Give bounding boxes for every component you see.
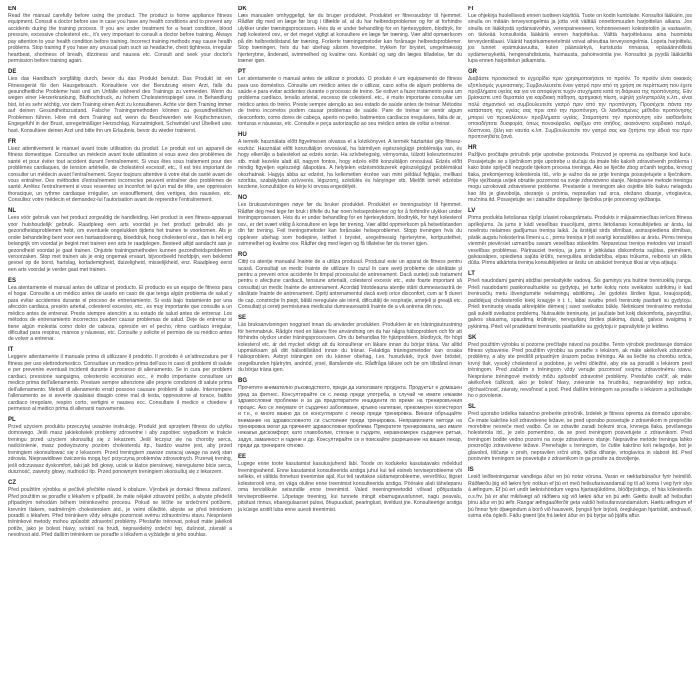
language-text: Citiți cu atenție manualul înainte de a utiliza produsul. Produsul este un aparat de fitness pentru acasă. Consultați un medic înainte de utilizare în cazul în care aveți probleme de sănătate și pentru a preveni orice accidente în timpul procesului de antrenament. Dacă sunteți sub tratament pentru o afecțiune cardiacă, tensiune arterială, colesterol excesiv etc., este foarte important să consultați un medic înainte de antrenament. Acordați întotdeauna atenție stării dumneavoastră de sănătate înainte de antrenament. Opriți antrenamentul dacă aveți orice disconfort, cum ar fi dureri de cap, constricție în piept, bătăi neregulate ale inimii, dificultăți de respirație, amețeli și greață etc. Consultați și cereți permisiunea medicului dumneavoastră înainte de a vă antrena din nou. — [238, 259, 462, 311]
language-text: Lue ohjekirja huolellisesti ennen tuotteen käyttöä. Tuote on kodin kuntolaite. Konsultoi lääkärin, jos sinulla on mitään terveysongelmia ja jotta voit välttää onnettomuuden harjoittelun aikana. Jos sinulla on lääkitystä sydänvaivoihin, verenpaineeseen, kohonneeseen kolesteroliin ja vastaaviin, on tärkeää konsultoida lääkäriä ennen harjoittelua. Välttä harjoittelussa aina huomiota terveydentilaasi. Väärät harjoitusmenetelmät voivat aiheuttaa terveysongelmia. Lopeta harjoittelu, jos tunnet epämukavuutta, kuten päänsärkyä, kuristusta rinnassa, epäsäännöllistä sydämensykettä, hengenahdistusta, huimausta, pahoinvointia jne. Konsultoi ja pyydä lääkäriltä lupa ennen harjoittelun jatkamista. — [468, 13, 692, 65]
language-code: NL — [8, 208, 16, 215]
language-code: LT — [468, 271, 475, 278]
column-2 — [235, 6, 465, 696]
language-block-is — [468, 467, 692, 519]
language-block-ee — [238, 454, 462, 513]
language-code: PT — [238, 69, 246, 76]
language-code: IT — [8, 347, 14, 354]
multilingual-warning-page — [5, 6, 695, 696]
language-code: PL — [8, 417, 16, 424]
language-code: IS — [468, 467, 474, 474]
language-code: HR — [468, 145, 477, 152]
language-block-lt — [468, 271, 692, 330]
language-code: BG — [238, 378, 247, 385]
language-block-fi — [468, 6, 692, 65]
language-code: RO — [238, 252, 247, 259]
language-code: FI — [468, 6, 474, 12]
language-code: NO — [238, 195, 247, 202]
language-text: Läs bruksanvisningen noggrant innan du använder produkten. Produkten är en träningsutrustning för hemmabruk. Rådgör med en läkare före användning om du har några hälsoproblem och för att förhindra olyckor under träningsprocessen. Om du behandlas för hjärtproblem, blodtryck, för högt kolesterol etc. är det mycket viktigt att du konsulterar en läkare innan du börjar träna. Var alltid uppmärksam på ditt hälsotillstånd innan du tränar. Felaktiga träningsmetoder kan orsaka hälsoproblem. Avbryt träningen om du känner obehag, t.ex. huvudvärk, tryck över bröstet, oregelbunden hjärtrytm, andnöd, yrsel, illamående etc. Rådfråga läkare och be om tillstånd innan du börjar träna igen. — [238, 322, 462, 374]
language-block-ro — [238, 252, 462, 311]
language-text: Læs manualen omhyggeligt, før du bruger produktet. Produktet er fitnessudstyr til hjemmet. Rådfør dig med en læge før brug i tilfælde af, at du har helbredsproblemer og for at forhindre ulykker under træningsprocessen. Hvis du er under behandling for en hjertesygdom, blodtryk, for højt kolesterol osv., er det meget vigtigt at konsultere en læge før træning. Vær altid opmærksom på din helbredstilstand før træning. Forkerte træningsmetoder kan forårsage helbredsproblemer. Stop træningen, hvis du har ubehag såsom hovedpine, trykken for brystet, uregelmæssig hjerterytme, åndenød, svimmelhed og kvalme osv. Kontakt og søg din læges tilladelse, før du træner igen. — [238, 13, 462, 65]
language-block-fr — [8, 139, 232, 204]
language-code: EN — [8, 6, 17, 12]
language-text: Pred použitím výrobku si pozorne prečítajte návod na použitie. Tento výrobok predstavuje domáce fitness vybavenie. Pred použitím výrobku sa poraďte s lekárom, ak máte akékoľvek zdravotné problémy, a aby ste predišli prípadným úrazom počas tréningu. Ak sa liečite na chorobu srdca, krvný tlak, vysoký cholesterol a podobne, je veľmi dôležité, aby ste sa poradili s lekárom pred tréningom. Pred začatím s tréningom vždy venujte pozornosť svojmu zdravotnému stavu. Nesprávne tréningové metódy môžu spôsobiť zdravotné problémy. Prestaňte cvičiť, ak máte akékoľvek ťažkosti, ako je bolesť hlavy, zvieranie na hrudníku, nepravidelný tep srdca, dýchavičnosť, závraty, nevoľnosť a pod. Pred ďalším tréningom sa poraďte s lekárom a požiadajte ho o povolenie. — [468, 341, 692, 400]
language-text: Les bruksanvisningen nøye før du bruker produktet. Produktet er treningsutstyr til hjemmet. Rådfør deg med lege før bruk i tilfelle du har noen helseproblemer og for å forhindre ulykker under treningsprosessen. Hvis du er under behandling for en hjertesykdom, blodtrykk, for høyt kolesterol osv., er det svært viktig å konsultere en lege før trening. Vær alltid oppmerksom på helsetilstanden din før trening. Feil treningsmetoder kan forårsake helseproblemer. Stopp treningen hvis du opplever ubehag som hodepine, tetthet i brystet, uregelmessig hjerterytme, kortpustethet, svimmelhet og kvalme osv. Rådfør deg med legen og få tillatelse før du trener igjen. — [238, 202, 462, 248]
language-text: Ler atentamente o manual antes de utilizar o produto. O produto é um equipamento de fitness para uso doméstico. Consulte um médico antes de o utilizar, caso sofra de algum problema de saúde e para evitar acidentes durante o processo de treino. Se estiver a fazer tratamento para um problema cardíaco, tensão arterial, excesso de colesterol, etc., é muito importante consultar um médico antes do treino. Preste sempre atenção ao seu estado de saúde antes de treinar. Métodos de treino incorretos podem causar problemas de saúde. Pare de treinar se sentir algum desconforto, como dores de cabeça, aperto no peito, batimentos cardíacos irregulares, falta de ar, tonturas e náuseas, etc. Consulte e peça autorização ao seu médico antes de voltar a treinar. — [238, 76, 462, 128]
language-block-de — [8, 69, 232, 134]
language-text: Lugege enne toote kasutamist kasutusjuhend läbi. Toode on kodukeks kasutatavaks mõeldud treeningvahend. Enne kasutamist konsulteerida arstiga juhul kui teil esineb terviseprobleeme või selleks, et vältida õnnetusi treenimise ajal. Kui teil ravitakse südameprobleeme, vererõhku, liigset kolesterooli vms, on väga oluline enne treenimist konsulteerida arstiga. Pöörake alati tähelepanu oma tervislikule seisundile enne treenimist. Valed treeningmeetodid võivad põhjustada terviseprobleeme. Lõpetage treening, kui tunnete mingit ebamugavustunnet, nagu peavalu, pitsitust rinnus, ebaregulaarset pulssi, õhupuudust, pearinglust, iiveldust jne. Konsulteerige arstiga ja küsige arstilt luba enne uuesti treenimist. — [238, 461, 462, 513]
language-text: A termék használata előtt figyelmesen olvassa el a kézikönyvet. A termék háztartási gép fitnesz-eszköz. Használat előtt konzultáljon orvosával, ha bármilyen egészségügyi problémája van, és hogy elkerülje a balesteket az edzés során. Ha szívbetegség, vérnyomás, túlzott koleszterinszint stb. miatt kezelés alatt áll, nagyon fontos, hogy edzés előtt konzultáljon orvosával. Edzés előtt mindig figyeljen egészségi állapotára. A helytelen edzésmódszerek egészségügyi problémákat okozhatnak. Hagyja abba az edzést, ha kellemetlen érzése van mint például fejfájás, mellkasi szorítás, szabálytalan szívverés, légszomj, szédülés és hányinger stb. Mielőtt ismét edzésbe kezdene, konzultáljon és kérje ki orvosa engedélyét. — [238, 139, 462, 191]
language-text: Leggere attentamente il manuale prima di utilizzare il prodotto. Il prodotto è un'attrezzatura per il fitness per uso elettrodomestico. Consultare un medico prima dell'uso in caso di problemi di salute e per prevenire eventuali incidenti durante il processo di allenamento. Se in cura per problemi cardiaci, pressione sanguigna, colesterolo eccessivo ecc., è molto importante consultare un medico prima dell'allenamento. Prestare sempre attenzione alle proprie condizioni di salute prima dell'allenamento. Metodi di allenamento errati possono causare problemi di salute. Interrompere l'allenamento se si avverte qualsiasi disagio come mal di testa, oppressione al torace, battito cardiaco irregolare, respiro corto, vertigini e nausea ecc. Consultare il medico e chiedere il permesso al medico prima di allenarsi nuovamente. — [8, 354, 232, 413]
language-text: Před použitím výrobku si pečlivě přečtěte návod k obsluze. Výrobek je domácí fitness zařízení. Před použitím se poraďte s lékařem v případě, že máte nějaké zdravotní potíže, a abyste předešli případným nehodám během tréninkového procesu. Pokud se léčíte se srdečními potížemi, krevním tlakem, nadměrným cholesterolem atd., je velmi důležité, abyste se před tréninkem poradili s lékařem. Před tréninkem vždy věnujte pozornost svému zdravotnímu stavu. Nesprávné tréninkové metody mohou způsobit zdravotní problémy. Přestaňte trénovat, pokud máte jakékoli potíže, jako je bolest hlavy, svírání na hrudi, nepravidelný srdeční tep, dušnost, závratě a nevolnost atd. Před dalším tréninkem se poraďte s lékařem a vyžádejte si jeho souhlas. — [8, 487, 232, 539]
language-block-it — [8, 347, 232, 412]
language-text: Pred uporabo izdelka natančno preberite priročnik. Izdelek je fitness oprema za domačo uporabo. Če imate kakršne koli zdravstvene težave, se pred uporabo posvetujte z zdravnikom in preprečite morebitne nesreče med vadbo. Če se zdravite zaradi bolezni srca, krvnega tlaka, povišanega holesterola itd., je zelo pomembno, da se pred treningom posvetujete z zdravnikom. Pred treningom bodite vedno pozorni na svoje zdravstveno stanje. Nepravilne metode treninga lahko povzročijo zdravstvene težave. Prenehajte s treningom, če čutite kakršno koli nelagodje, kot je glavobol, tiščanje v prsih, nepravilen srčni utrip, težka dihanje, vrtoglavica in slabost itd. Pred ponovnim treningom se posvetujte z zdravnikom in ga prosite za dovoljenje. — [468, 411, 692, 463]
language-code: FR — [8, 138, 16, 145]
language-text: Pirms produkta lietošanas rūpīgi izlasiet rokasgrāmatu. Produkts ir mājsaimniecības ierīces fitnesa aprīkojums. Ja jums ir kādi veselības traucējumi, pirms lietošanas konsultējieties ar ārstu, lai novērstu nelaimes gadījumus treniņa laikā. Ja ārstējat sirds slimības, asinsspiediena slimības, pārāk augstu holesterīna līmeni u.c., pirms treniņa ir ļoti svarīgi konsultēties ar ārstu. Pirms treniņa vienmēr pievērsiet uzmanību savam veselības stāvoklim. Nepareizas treniņa metodes var izraisīt veselības problēmas. Pārtrauciet treniņu, ja jums ir jebkādas diskomforta sajūtas, piemēram, galvassāpes, spiediena sajūta krūtīs, neregulāra sirdsdarbība, elpas trūkums, reibonis un slikta dūša. Pirms atkārtota treniņa konsultējieties ar ārstu un atsāciet treniņus tikai ar viņa atļauju. — [468, 215, 692, 267]
language-code: DK — [238, 6, 247, 12]
language-block-es — [8, 278, 232, 343]
language-block-pt — [238, 69, 462, 128]
language-block-gr — [468, 69, 692, 141]
column-3 — [465, 6, 695, 696]
language-text: Przed użyciem produktu przeczytaj uważnie instrukcję. Produkt jest sprzętem fitness do użytku domowego. Jeśli masz jakiekolwiek problemy zdrowotne i aby zapobiec wypadkom w trakcie treningu przed użyciem skonsultuj się z lekarzem. Jeśli leczysz się na choroby serca, nadciśnienie, masz podwyższony poziom cholesterolu itp., bardzo ważne jest, aby przed treningiem skonsultować się z lekarzem. Przed treningiem zawsze zwracaj uwagę na swój stan zdrowia. Nieprawidłowe ćwiczenia mogą być przyczyną problemów zdrowotnych. Przerwij trening, jeśli odczuwasz dyskomfort, taki jak ból głowy, ucisk w klatce piersiowej, nieregularne bicie serca, duszność, zawroty głowy, nudności itp. Przed ponownym treningiem skonsultuj się z lekarzem. — [8, 424, 232, 476]
language-code: SL — [468, 404, 476, 411]
language-code: GR — [468, 69, 477, 76]
language-block-hu — [238, 132, 462, 191]
language-code: HU — [238, 132, 247, 139]
language-block-sl — [468, 404, 692, 463]
language-text: Lisez attentivement le manuel avant toute utilisation du produit. Le produit est un appareil de fitness domestique. Consultez un médecin avant toute utilisation si vous avez des problèmes de santé et pour éviter tout accident durant l'entraînement. Si vous êtes sous traitement pour des problèmes cardiaques, de tension artérielle, de cholestérol excessif, etc., il est très important de consulter un médecin avant l'entraînement. Soyez toujours attentive à votre état de santé avant de vous entraîner. Des méthodes d'entraînement incorrectes peuvent entraîner des problèmes de santé. Arrêtez l'entraînement si vous ressentez un inconfort tel qu'un mal de tête, une oppression thoracique, un rythme cardiaque irrégulier, un essoufflement, des vertiges, des nausées, etc. Consultez votre médecin et demandez-lui l'autorisation avant de reprendre l'entraînement. — [8, 145, 232, 204]
language-code: DE — [8, 69, 17, 76]
language-block-nl — [8, 208, 232, 273]
language-text: Lea atentamente el manual antes de utilizar el producto. El producto es un equipo de fitness para el hogar. Consulte a un médico antes de usarlo en caso de que tenga algún problema de salud y para evitar accidentes durante el proceso de entrenamiento. Si está bajo tratamiento por una afección cardiaca, presión arterial, colesterol excesivo, etc., es muy importante que consulte a un médico antes de entrenar. Preste siempre atención a su estado de salud antes de entrenar. Los métodos de entrenamiento incorrectos pueden causar problemas de salud. Deje de entrenar si tiene algún molestia como dolor de cabeza, opresión en el pecho, ritmo cardíaco irregular, dificultad para respirar, mareos y náuseas, etc. Consulte y solicite el permiso de su médico antes de volver a entrenar. — [8, 284, 232, 343]
language-block-sk — [468, 335, 692, 400]
language-text: Lesið leiðbeiningarnar vandlega áður en þú notar vöruna. Varan er ræktarbúnaður fyrir heimilið. Ráðfærðu þig við lækni fyrir notkun ef þú ert með heilsufarsvandamál og til að koma í veg fyrir slys á æfingum. Ef þú ert undir læknishöndum vegna hjartasjúkdóms, blóðþrýstings, of hás kólesteróls o.s.frv. þá er afar mikilvægt að ráðfæra sig við lækni áður en þú æfir. Gættu ávallt að heilsufari þínu áður en þú æfir. Rangar æfingaaðferðir geta valdið heilsufarsvandamálum. Hættu æfingum ef þú finnur fyrir óþægindum á borð við hausverk, þyngsli fyrir brjósti, óreglulegan hjartslátt, andnauð, svima eða ógleði. Fáðu grænt ljós frá lækni áður en þú byrjar að þjálfa aftur. — [468, 474, 692, 519]
language-text: Lies das Handbuch sorgfältig durch, bevor du das Produkt benutzt. Das Produkt ist ein Fitnessgerät für den Hausgebrauch. Konsultiere vor der Benutzung einen Arzt, falls du gesundheitliche Probleme hast und um Unfälle während des Trainings zu vermeiden. Wenn du wegen einer Herzerkrankung, Bluthochdruck, zu hohem Cholesterinspiegel usw. in Behandlung bist, ist es sehr wichtig, vor dem Training einen Arzt zu konsultieren. Achte vor dem Training immer auf deinen Gesundheitszustand. Falsche Trainingsmethoden können zu gesundheitlichen Problemen führen. Höre mit dem Training auf, wenn du Beschwerden wie Kopfschmerzen, Engegefühl in der Brust, unregelmäßiger Herzschlag, Kurzatmigkeit, Schwindel und Übelkeit usw. hast. Konsultiere deinen Arzt und bitte ihn um Erlaubnis, bevor du wieder trainierst. — [8, 76, 232, 134]
language-text: Prieš naudodami gaminį atidžiai perskaitykite vadovą. Šis gaminys yra buitinė treniruoklių įranga. Prieš naudodami pasikonsultuokite su gydytoju, jei turite kokių nors sveikatos sutrikimų ir kad treniruočių metu išvengtumėte nelaimingų atsitikimų. Jei gydotės širdies ligas, kraujospūdį, padidėjusį cholesterolio kiekį kraujyje ir t. t., labai svarbu prieš treniruotę pasitarti su gydytoju. Prieš treniruotę visada atkreipkite dėmesį į savo sveikatos būklę. Netinkami treniravimo metodai gali sukelti sveikatos problemų. Nutraukite treniruotę, jei jaučiate bet kokį diskomfortą, pavyzdžiui, galvos skausmą, spaudimą krūtinėje, nereguliarų širdies plakimą, dusulį, galvos svaigimą ir pykinimą. Prieš vėl pradėdami treniruotis pasitarkite su gydytoju ir paprašykite jo leidimo. — [468, 278, 692, 330]
language-block-lv — [468, 208, 692, 267]
language-text: Διαβάστε προσεκτικά το εγχειρίδιο πριν χρησιμοποιήσετε το προϊόν. Το προϊόν είναι οικιακός εξοπλισμός γυμναστικής. Συμβουλευτείτε έναν γιατρό πριν από τη χρήση σε περίπτωση που έχετε προβλήματα υγείας και για να αποφύγετε τυχόν ατυχήματα κατά τη διάρκεια της προπόνησης. Εάν βρίσκεστε υπό θεραπεία για καρδιακή πάθηση, αρτηριακή πίεση, υψηλή χοληστερόλη κ.λπ., είναι πολύ σημαντικό να συμβουλευτείτε γιατρό πριν από την προπόνηση. Προσέχετε πάντα την κατάσταση της υγείας σας πριν από την προπόνηση. Οι λανθασμένες μέθοδοι προπόνησης μπορεί να προκαλέσουν προβλήματα υγείας. Σταματήστε την προπόνηση εάν αισθανθείτε οποιαδήποτε δυσφορία, όπως πονοκέφαλο, σφίξιμο στο στήθος, ακανόνιστο καρδιακό παλμό, δύσπνοια, ζάλη και ναυτία κ.λπ. Συμβουλευτείτε τον γιατρό σας και ζητήστε την άδειά του πριν προπονηθείτε ξανά. — [468, 76, 692, 141]
language-block-dk — [238, 6, 462, 65]
language-code: SE — [238, 315, 247, 322]
language-block-no — [238, 195, 462, 247]
language-code: SK — [468, 334, 477, 341]
language-code: ES — [8, 277, 17, 284]
column-1 — [5, 6, 235, 696]
language-text: Lees vóór gebruik van het product zorgvuldig de handleiding. Het product is een fitness-apparaat voor huishoudelijk gebruik. Raadpleeg een arts voordat je het product gebruikt als je gezondheidsproblemen hebt, om eventuele ongelukken tijdens het trainen te voorkomen. Als je onder behandeling bent voor een hartaandoening, bloeddruk, hoog cholesterol enz., dan is het erg belangrijk om voordat je begint met trainen een arts te raadplegen. Besteed altijd aandacht aan je gezondheid voordat je gaat trainen. Onjuiste trainingsmethoden kunnen gezondheidsproblemen veroorzaken. Stop met trainen als je enig ongemak ervaart, bijvoorbeeld hoofdpijn, een beklemd gevoel op de borst, hartslag, kortademigheid, duizeligheid, misselijkheid, enz. Raadpleeg eerst een arts voordat je verder gaat met trainen. — [8, 215, 232, 273]
language-code: LV — [468, 208, 476, 215]
language-block-se — [238, 315, 462, 374]
language-block-en — [8, 6, 232, 65]
language-code: EE — [238, 454, 247, 461]
language-text: Pažljivo pročitajte priručnik prije upotrebe proizvoda. Proizvod je oprema za vježbanje kod kuće. Posavjetujte se s liječnikom prije upotrebe u slučaju da imate bilo kakvih zdravstvenih problema i kako biste spriječili nezgode tijekom procesa treninga. Ako se liječite zbog srčanih tegoba, krvnog tlaka, prekomjernog kolesterola itd., vrlo je važno da se prije treninga posavjetujete s liječnikom. Prije vježbanja uvijek obratite pozornost na svoje zdravstveno stanje. Neispravne metode treninga mogu uzrokovati zdravstvene probleme. Prestanite s treningom ako osjetite bilo kakvu nelagodu kao što je glavobolja, stezanje u prsima, nepravilan rad srca, otežano disanje, vrtoglavica, mučnina itd. Posavjetujte se i zatražite dopuštenje liječnika prije ponovnog vježbanja. — [468, 152, 692, 204]
language-text: Прочетете внимателно ръководството, преди да използвате продукта. Продуктът е домашен уред за фитнес. Консултирайте се с лекар преди употреба, в случай че имате някакви здравословни проблеми и за да предотвратите инциденти по време на тренировъчния процес. Ако се лекувате от сърдечно заболяване, кръвно налягане, прекомерен холестерол и т.н., е много важно да се консултирате с лекар преди тренировка. Винаги обръщайте внимание на здравословното си състояние преди тренировка. Неправилните методи на тренировка могат да причинят здравословни проблеми. Прекратете тренировката, ако имате някакъв дискомфорт, като главоболие, стягане в гърдите, неравномерен сърдечен ритъм, задух, замаяност и гадене и др. Консултирайте се и поискайте разрешение на вашия лекар, преди да тренирате отново. — [238, 385, 462, 450]
language-block-cz — [8, 480, 232, 539]
language-block-hr — [468, 145, 692, 204]
language-text: Read the manual carefully before using the product. The product is home appliance fitness equipment. Consult a doctor before use in case you have any health conditions and to prevent any accidents during the training process. If you are under treatment for a heart condition, blood pressure, excessive cholesterol etc., it's very important to consult a doctor before training. Always pay attention to your health condition before training. Incorrect training methods may cause health problems. Stop training if you have any unusual pain such as headache, chest tightness, irregular heartbeat, shortness of breath, dizziness and nausea etc. Consult and seek your doctor's permission before training again. — [8, 13, 232, 65]
language-code: CZ — [8, 480, 16, 487]
language-block-bg — [238, 378, 462, 450]
language-block-pl — [8, 417, 232, 476]
